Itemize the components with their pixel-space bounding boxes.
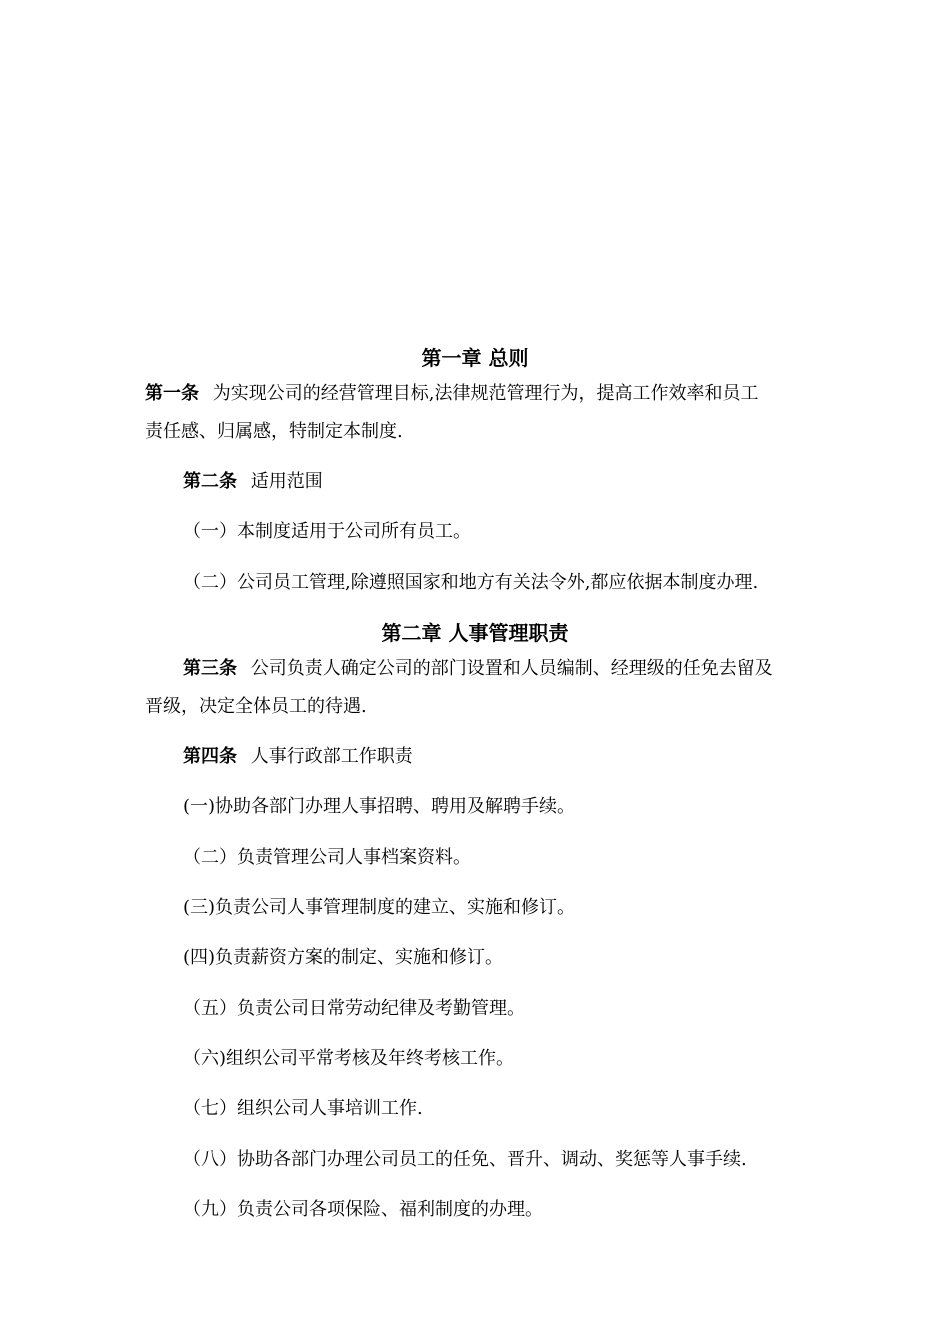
article-2-line [183, 470, 323, 494]
article-4-item-6: （六)组织公司平常考核及年终考核工作。 [183, 1048, 515, 1069]
article-1-line-1 [145, 382, 758, 406]
article-4-item-4: (四)负责薪资方案的制定、实施和修订。 [183, 947, 504, 968]
article-4-label: 第四条 [183, 746, 237, 767]
article-3-line-1 [183, 657, 773, 681]
article-4-item-3: (三)负责公司人事管理制度的建立、实施和修订。 [183, 897, 576, 918]
article-4-item-1: (一)协助各部门办理人事招聘、聘用及解聘手续。 [183, 796, 576, 817]
article-4-item-9: （九）负责公司各项保险、福利制度的办理。 [183, 1199, 543, 1220]
article-1-text: 为实现公司的经营管理目标,法律规范管理行为，提高工作效率和员工 [212, 383, 759, 404]
article-4-line [183, 745, 413, 769]
article-1-label: 第一条 [145, 383, 199, 404]
article-2-item-2: （二）公司员工管理,除遵照国家和地方有关法令外,都应依据本制度办理. [183, 572, 759, 593]
article-2-title: 适用范围 [250, 471, 323, 492]
article-4-item-5: （五）负责公司日常劳动纪律及考勤管理。 [183, 998, 525, 1019]
chapter-1-heading: 第一章 总则 [421, 346, 529, 370]
article-2-label: 第二条 [183, 471, 237, 492]
article-4-item-8: （八）协助各部门办理公司员工的任免、晋升、调动、奖惩等人事手续. [183, 1149, 747, 1170]
article-4-title: 人事行政部工作职责 [250, 746, 413, 767]
article-1-line-2: 责任感、归属感，特制定本制度. [145, 421, 403, 442]
article-4-item-7: （七）组织公司人事培训工作. [183, 1098, 423, 1119]
article-2-item-1: （一）本制度适用于公司所有员工。 [183, 521, 471, 542]
article-3-label: 第三条 [183, 658, 237, 679]
chapter-2-heading: 第二章 人事管理职责 [381, 621, 569, 645]
article-3-line-2: 晋级，决定全体员工的待遇. [145, 696, 367, 717]
article-4-item-2: （二）负责管理公司人事档案资料。 [183, 847, 471, 868]
article-3-text: 公司负责人确定公司的部门设置和人员编制、经理级的任免去留及 [250, 658, 773, 679]
